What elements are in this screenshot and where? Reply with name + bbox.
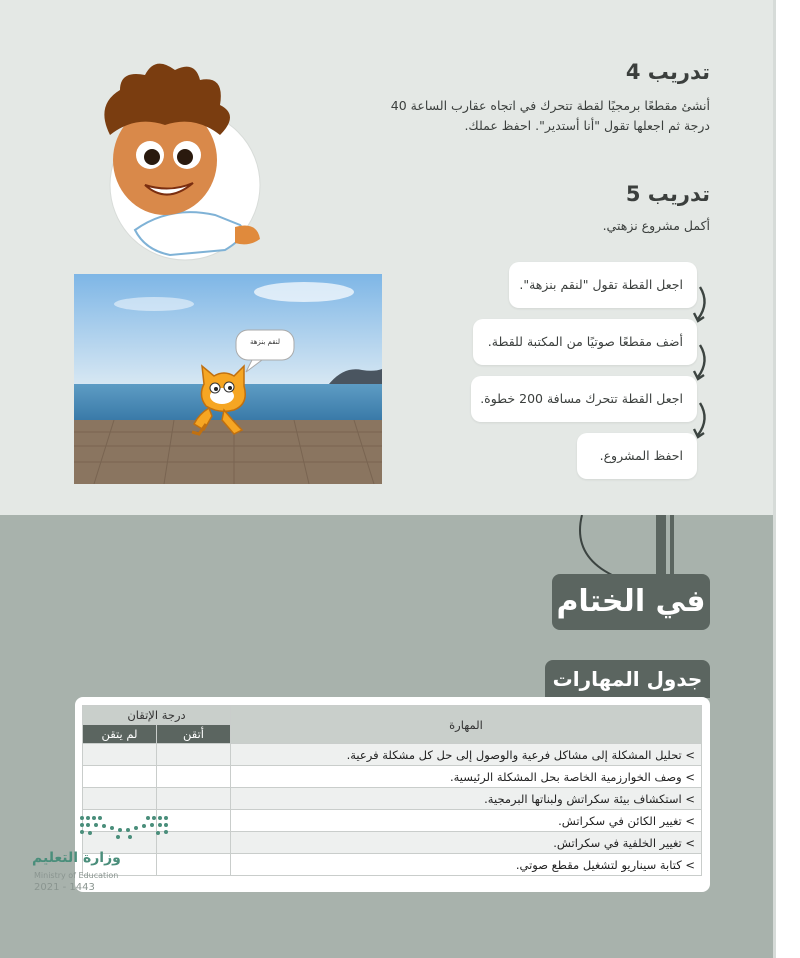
ministry-dots-icon [30, 812, 180, 848]
boy-character-illustration [75, 55, 275, 265]
ministry-logo [30, 812, 180, 897]
closing-title: في الختام [552, 574, 710, 630]
exercise-5-text: أكمل مشروع نزهتي. [602, 218, 710, 233]
exercise-4-title: تدريب 4 [625, 60, 710, 84]
skill-text: > وصف الخوارزمية الخاصة بحل المشكلة الرئيسية. [231, 766, 702, 788]
skill-text: > تحليل المشكلة إلى مشاكل فرعية والوصول إلى حل كل مشكلة فرعية. [231, 744, 702, 766]
edition-year: 2021 - 1443 [34, 882, 95, 893]
masters-cell[interactable] [157, 766, 231, 788]
step-4: احفظ المشروع. [577, 433, 697, 479]
exercise-5-title: تدريب 5 [625, 182, 710, 206]
mastery-header: درجة الإتقان [83, 706, 231, 725]
curved-arrow-icon [692, 343, 712, 383]
table-row [83, 744, 702, 766]
skill-text: > تغيير الكائن في سكراتش. [231, 810, 702, 832]
speech-bubble-text: لنقم بنزهة [249, 338, 281, 346]
not-masters-cell[interactable] [83, 766, 157, 788]
scratch-stage-image [74, 274, 382, 484]
skill-text: > كتابة سيناريو لتشغيل مقطع صوتي. [231, 854, 702, 876]
masters-header: أتقن [157, 725, 231, 744]
skills-table-title: جدول المهارات [545, 660, 710, 698]
not-masters-cell[interactable] [83, 744, 157, 766]
curved-arrow-icon [692, 401, 712, 441]
table-row [83, 788, 702, 810]
ministry-name-arabic: وزارة التعليم [32, 850, 121, 866]
masters-cell[interactable] [157, 744, 231, 766]
table-row [83, 766, 702, 788]
skill-text: > استكشاف بيئة سكراتش ولبناتها البرمجية. [231, 788, 702, 810]
exercise-4-text: أنشئ مقطعًا برمجيًا لقطة تتحرك في اتجاه عقارب الساعة 40 درجة ثم اجعلها تقول "أنا أستدير". احفظ عملك. [390, 98, 710, 133]
not-masters-header: لم يتقن [83, 725, 157, 744]
curved-arrow-icon [692, 285, 712, 325]
step-1: اجعل القطة تقول "لنقم بنزهة". [509, 262, 697, 308]
page-edge [773, 0, 800, 958]
step-3: اجعل القطة تتحرك مسافة 200 خطوة. [471, 376, 697, 422]
masters-cell[interactable] [157, 788, 231, 810]
skill-text: > تغيير الخلفية في سكراتش. [231, 832, 702, 854]
skill-header: المهارة [231, 706, 702, 744]
step-2: أضف مقطعًا صوتيًا من المكتبة للقطة. [473, 319, 697, 365]
ministry-name-english: Ministry of Education [34, 871, 119, 880]
not-masters-cell[interactable] [83, 788, 157, 810]
